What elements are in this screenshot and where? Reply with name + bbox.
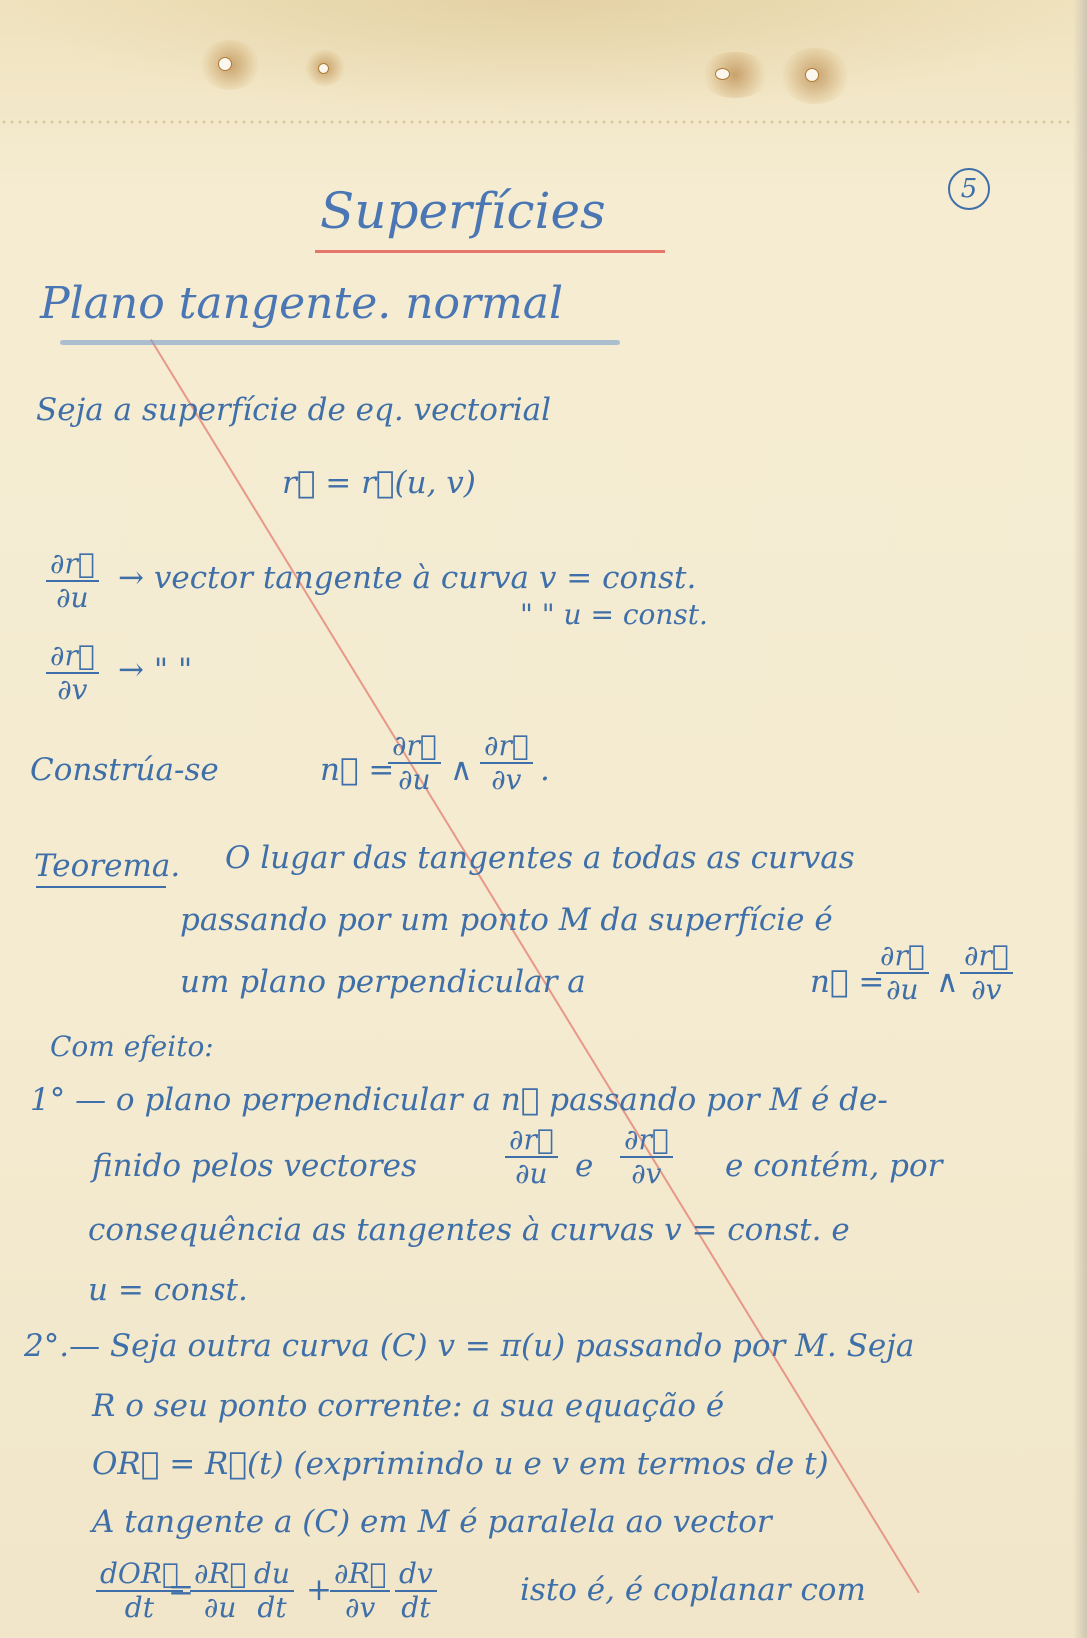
- binding-hole: [805, 68, 819, 82]
- frac-denominator: dt: [257, 1591, 287, 1624]
- aged-top-shade: [0, 0, 1087, 120]
- frac-numerator: ∂r⃗: [46, 548, 99, 582]
- point-2-line-3: OR⃗ = R⃗(t) (exprimindo u e v em termos de t): [92, 1446, 829, 1482]
- frac-denominator: ∂u: [398, 763, 431, 796]
- frac-numerator: ∂R⃗: [330, 1558, 390, 1592]
- ditto-line: → " ": [118, 652, 193, 688]
- section-heading: Plano tangente. normal: [40, 278, 564, 329]
- perforation-line: [0, 120, 1073, 124]
- frac-denominator: ∂v: [631, 1157, 662, 1190]
- plus-sign: +: [306, 1572, 332, 1608]
- construct-period: .: [540, 752, 550, 788]
- intro-line: Seja a superfície de eq. vectorial: [36, 392, 552, 428]
- frac-denominator: ∂v: [57, 673, 88, 706]
- theorem-underline: [36, 886, 166, 888]
- du-dt: [250, 1558, 294, 1624]
- frac-numerator: ∂r⃗: [388, 730, 441, 764]
- frac-denominator: ∂v: [345, 1591, 376, 1624]
- page-title: Superfícies: [320, 182, 606, 240]
- frac-numerator: ∂r⃗: [505, 1124, 558, 1158]
- theorem-frac-v: [960, 940, 1013, 1006]
- point-1-line-2c: e contém, por: [725, 1148, 943, 1184]
- binding-hole: [318, 63, 329, 74]
- heading-underline: [60, 340, 620, 345]
- theorem-line-3: um plano perpendicular a: [180, 964, 586, 1000]
- construct-label: Constrúa-se: [30, 752, 219, 788]
- p1-frac-v: [620, 1124, 673, 1190]
- frac-numerator: dOR⃗: [96, 1558, 183, 1592]
- equals-sign: =: [168, 1572, 194, 1608]
- frac-numerator: du: [250, 1558, 294, 1592]
- frac-denominator: dt: [401, 1591, 431, 1624]
- point-2-line-4: A tangente a (C) em M é paralela ao vector: [92, 1504, 772, 1540]
- point-1-line-2a: finido pelos vectores: [92, 1148, 417, 1184]
- wedge-symbol: ∧: [936, 964, 959, 1000]
- com-efeito: Com efeito:: [50, 1030, 214, 1063]
- theorem-frac-u: [876, 940, 929, 1006]
- frac-denominator: ∂u: [515, 1157, 548, 1190]
- frac-denominator: ∂u: [886, 973, 919, 1006]
- theorem-n-lhs: n⃗ =: [810, 964, 885, 1000]
- coplanar-text: isto é, é coplanar com: [520, 1572, 866, 1608]
- frac-numerator: ∂r⃗: [620, 1124, 673, 1158]
- equation-line: r⃗ = r⃗(u, v): [282, 465, 476, 501]
- partial-r-v: [46, 640, 99, 706]
- partial-r-u: [46, 548, 99, 614]
- frac-denominator: ∂v: [971, 973, 1002, 1006]
- theorem-line-1: O lugar das tangentes a todas as curvas: [225, 840, 855, 876]
- frac-denominator: ∂u: [56, 581, 89, 614]
- frac-denominator: dt: [124, 1591, 154, 1624]
- title-underline: [315, 250, 665, 253]
- point-1-line-1: 1° — o plano perpendicular a n⃗ passando por M é de-: [30, 1082, 888, 1118]
- dv-dt: [395, 1558, 437, 1624]
- frac-denominator: ∂u: [203, 1591, 237, 1624]
- tangent-v-const-line: → vector tangente à curva v = const.: [118, 560, 697, 596]
- point-1-and: e: [575, 1148, 594, 1184]
- frac-numerator: ∂r⃗: [876, 940, 929, 974]
- burn-mark: [700, 52, 770, 98]
- frac-numerator: ∂r⃗: [46, 640, 99, 674]
- point-2-line-1: 2°.— Seja outra curva (C) v = π(u) passando por M. Seja: [24, 1328, 915, 1364]
- binding-hole: [218, 57, 232, 71]
- construct-frac-v: [480, 730, 533, 796]
- theorem-label: Teorema.: [34, 848, 181, 884]
- ditto-u-const-line: " " u = const.: [520, 598, 708, 631]
- frac-numerator: ∂r⃗: [960, 940, 1013, 974]
- construct-lhs: n⃗ =: [320, 752, 395, 788]
- frac-numerator: dv: [395, 1558, 437, 1592]
- partial-R-u: [190, 1558, 250, 1624]
- p1-frac-u: [505, 1124, 558, 1190]
- frac-numerator: ∂r⃗: [480, 730, 533, 764]
- partial-R-v: [330, 1558, 390, 1624]
- point-1-line-4: u = const.: [88, 1272, 248, 1308]
- page-edge: [1073, 0, 1087, 1638]
- point-1-line-3: consequência as tangentes à curvas v = const. e: [88, 1212, 850, 1248]
- frac-denominator: ∂v: [491, 763, 522, 796]
- page-number: 5: [948, 168, 990, 210]
- point-2-line-2: R o seu ponto corrente: a sua equação é: [92, 1388, 725, 1424]
- construct-frac-u: [388, 730, 441, 796]
- frac-numerator: ∂R⃗: [190, 1558, 250, 1592]
- theorem-line-2: passando por um ponto M da superfície é: [180, 902, 833, 938]
- wedge-symbol: ∧: [450, 752, 473, 788]
- binding-hole: [715, 68, 730, 80]
